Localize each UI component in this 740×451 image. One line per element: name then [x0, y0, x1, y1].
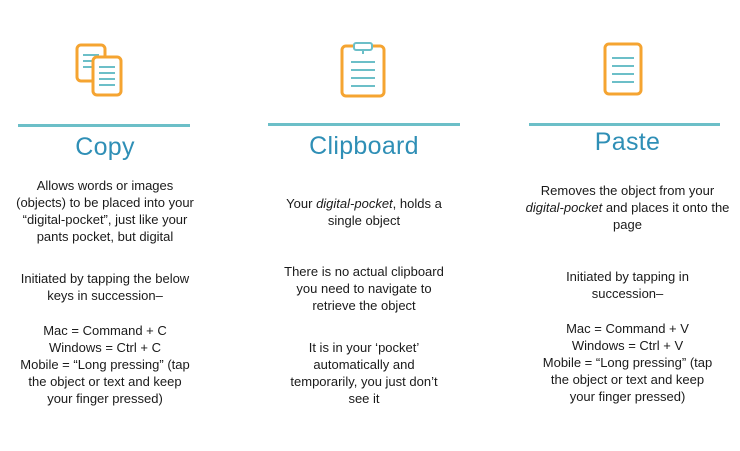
copy-divider — [18, 124, 190, 127]
copy-shortcuts: Mac = Command + C Windows = Ctrl + C Mobile = “Long pressing” (tap the object or text and keep your finger pressed) — [20, 323, 190, 406]
clipboard-divider — [268, 123, 460, 126]
copy-title: Copy — [75, 133, 135, 161]
clipboard-pocket-text: It is in your ‘pocket’ automatically and temporarily, you just don’t see it — [290, 340, 438, 406]
paste-shortcuts: Mac = Command + V Windows = Ctrl + V Mobile = “Long pressing” (tap the object or text and keep your finger pressed) — [542, 321, 713, 404]
copy-initiated-text: Initiated by tapping the below keys in succession– — [20, 271, 190, 303]
clipboard-icon — [340, 42, 388, 100]
clipboard-column — [268, 0, 460, 451]
paste-description: Removes the object from your digital-pocket and places it onto the page — [525, 183, 730, 232]
copy-description: Allows words or images (objects) to be placed into your “digital-pocket”, just like your pants pocket, but digital — [16, 178, 194, 244]
clipboard-description: Your digital-pocket, holds a single object — [286, 196, 442, 228]
paste-document-icon — [603, 42, 643, 96]
clipboard-title: Clipboard — [309, 132, 419, 160]
paste-divider — [529, 123, 720, 126]
paste-initiated-text: Initiated by tapping in succession– — [566, 269, 689, 301]
copy-documents-icon — [75, 43, 127, 99]
copy-column — [0, 0, 210, 451]
paste-column — [515, 0, 740, 451]
paste-title: Paste — [594, 128, 661, 156]
clipboard-no-clipboard-text: There is no actual clipboard you need to navigate to retrieve the object — [284, 264, 444, 313]
